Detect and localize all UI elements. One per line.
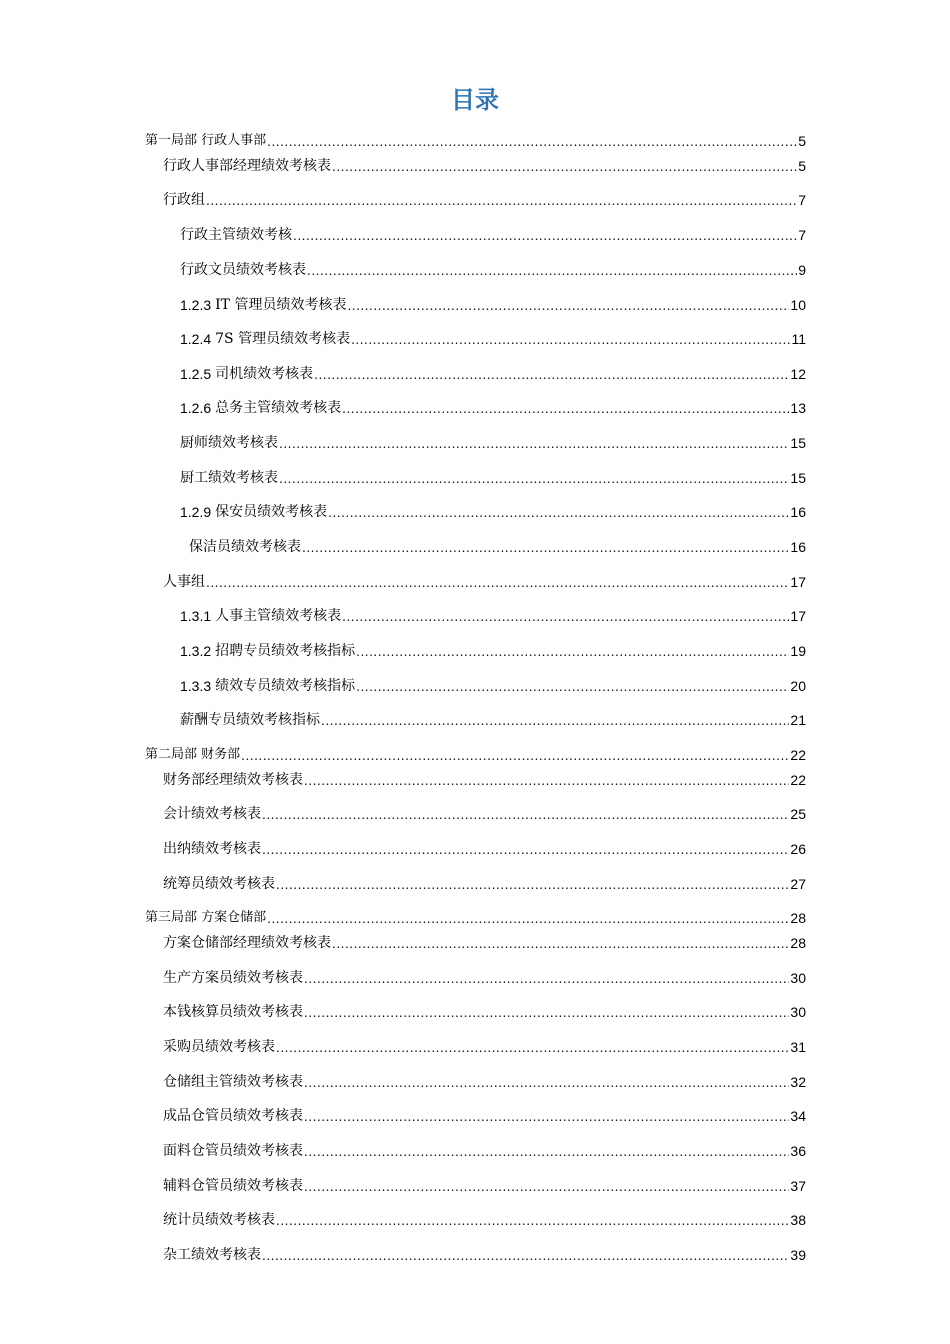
toc-entry[interactable] xyxy=(163,804,806,824)
toc-page-number: 20 xyxy=(790,678,806,694)
toc-entry-text: 厨师绩效考核表 xyxy=(180,435,278,451)
toc-entry-number: 1.3.1 xyxy=(180,608,212,624)
toc-entry[interactable] xyxy=(180,641,806,661)
toc-page-number: 22 xyxy=(790,772,806,788)
toc-entry[interactable] xyxy=(163,190,806,210)
toc-page-number: 39 xyxy=(790,1247,806,1263)
toc-entry[interactable] xyxy=(163,572,806,592)
toc-entry[interactable] xyxy=(163,1245,806,1265)
toc-dot-leader xyxy=(206,574,789,592)
toc-page-number: 5 xyxy=(798,158,806,174)
toc-entry[interactable] xyxy=(180,329,806,349)
toc-entry-text: 行政文员绩效考核表 xyxy=(180,262,306,278)
toc-dot-leader xyxy=(206,192,797,210)
toc-dot-leader xyxy=(314,366,789,384)
toc-entry[interactable] xyxy=(180,364,806,384)
toc-page-number: 28 xyxy=(790,910,806,926)
toc-entry[interactable] xyxy=(163,1141,806,1161)
toc-entry-text: 总务主管绩效考核表 xyxy=(215,400,342,416)
toc-entry-number: 1.2.5 xyxy=(180,366,212,382)
toc-entry[interactable] xyxy=(145,908,806,928)
toc-entry-text: 成品仓管员绩效考核表 xyxy=(163,1108,303,1124)
toc-dot-leader xyxy=(276,1039,789,1057)
toc-dot-leader xyxy=(332,935,789,953)
toc-page-number: 10 xyxy=(790,297,806,313)
toc-page-number: 21 xyxy=(790,712,806,728)
toc-dot-leader xyxy=(328,504,789,522)
toc-dot-leader xyxy=(332,158,797,176)
toc-entry-text: 保洁员绩效考核表 xyxy=(189,539,301,555)
toc-page-number: 17 xyxy=(790,574,806,590)
toc-page-number: 16 xyxy=(790,504,806,520)
toc-entry[interactable] xyxy=(145,131,806,151)
toc-entry[interactable] xyxy=(163,770,806,790)
toc-entry[interactable] xyxy=(180,468,806,488)
toc-page-number: 9 xyxy=(798,262,806,278)
toc-entry-text: 司机绩效考核表 xyxy=(215,366,314,382)
toc-entry[interactable] xyxy=(163,839,806,859)
toc-page-number: 11 xyxy=(791,331,806,347)
toc-entry[interactable] xyxy=(180,502,806,522)
toc-entry[interactable] xyxy=(163,1037,806,1057)
toc-dot-leader xyxy=(351,331,790,349)
toc-entry-text: 仓储组主管绩效考核表 xyxy=(163,1074,303,1090)
toc-page-number: 28 xyxy=(790,935,806,951)
toc-dot-leader xyxy=(356,678,789,696)
toc-page-number: 25 xyxy=(790,806,806,822)
toc-page-number: 13 xyxy=(790,400,806,416)
toc-page-number: 32 xyxy=(790,1074,806,1090)
toc-page-number: 27 xyxy=(790,876,806,892)
toc-title: 目录 xyxy=(451,86,499,114)
toc-dot-leader xyxy=(262,1247,789,1265)
toc-dot-leader xyxy=(304,1178,789,1196)
toc-page-number: 15 xyxy=(790,435,806,451)
toc-page-number: 37 xyxy=(790,1178,806,1194)
toc-dot-leader xyxy=(302,539,789,557)
toc-entry[interactable] xyxy=(163,1072,806,1092)
toc-page-number: 38 xyxy=(790,1212,806,1228)
toc-entry[interactable] xyxy=(180,225,806,245)
toc-entry[interactable] xyxy=(180,676,806,696)
toc-page-number: 36 xyxy=(790,1143,806,1159)
toc-page-number: 34 xyxy=(790,1108,806,1124)
toc-entry-text: 行政主管绩效考核 xyxy=(180,227,292,243)
toc-page-number: 15 xyxy=(790,470,806,486)
toc-dot-leader xyxy=(304,1108,789,1126)
toc-entry[interactable] xyxy=(145,745,806,765)
toc-dot-leader xyxy=(304,772,789,790)
toc-entry-text: IT 管理员绩效考核表 xyxy=(215,297,347,313)
toc-entry-text: 统计员绩效考核表 xyxy=(163,1212,275,1228)
toc-dot-leader xyxy=(304,1004,789,1022)
toc-dot-leader xyxy=(304,1143,789,1161)
toc-entry[interactable] xyxy=(189,537,806,557)
toc-dot-leader xyxy=(279,470,789,488)
toc-entry[interactable] xyxy=(163,1002,806,1022)
toc-page-number: 7 xyxy=(798,192,806,208)
toc-entry-number: 1.2.9 xyxy=(180,504,212,520)
toc-entry[interactable] xyxy=(163,968,806,988)
toc-entry-number: 1.2.3 xyxy=(180,297,212,313)
toc-dot-leader xyxy=(276,876,789,894)
toc-dot-leader xyxy=(267,133,797,151)
toc-entry-number: 1.2.6 xyxy=(180,400,212,416)
toc-dot-leader xyxy=(304,1074,789,1092)
toc-entry[interactable] xyxy=(163,933,806,953)
toc-dot-leader xyxy=(262,806,789,824)
toc-entry-text: 采购员绩效考核表 xyxy=(163,1039,275,1055)
toc-entry[interactable] xyxy=(180,260,806,280)
toc-dot-leader xyxy=(304,970,789,988)
toc-entry-number: 1.3.2 xyxy=(180,643,212,659)
toc-entry-text: 杂工绩效考核表 xyxy=(163,1247,261,1263)
toc-page-number: 22 xyxy=(790,747,806,763)
toc-entry-text: 方案仓储部经理绩效考核表 xyxy=(163,935,331,951)
toc-dot-leader xyxy=(347,297,789,315)
toc-page-number: 30 xyxy=(790,970,806,986)
toc-entry-text: 绩效专员绩效考核指标 xyxy=(215,678,356,694)
toc-entry-text: 本钱核算员绩效考核表 xyxy=(163,1004,303,1020)
toc-entry-number: 1.3.3 xyxy=(180,678,212,694)
toc-dot-leader xyxy=(321,712,789,730)
toc-entry-text: 第三局部 方案仓储部 xyxy=(145,910,267,925)
toc-page-number: 17 xyxy=(790,608,806,624)
toc-dot-leader xyxy=(267,910,789,928)
toc-dot-leader xyxy=(279,435,789,453)
toc-entry-text: 出纳绩效考核表 xyxy=(163,841,261,857)
toc-entry-text: 厨工绩效考核表 xyxy=(180,470,278,486)
toc-dot-leader xyxy=(276,1212,789,1230)
toc-entry-number: 1.2.4 xyxy=(180,331,212,347)
toc-entry[interactable] xyxy=(163,874,806,894)
toc-page-number: 12 xyxy=(790,366,806,382)
toc-dot-leader xyxy=(356,643,789,661)
toc-entry-text: 统筹员绩效考核表 xyxy=(163,876,275,892)
toc-entry-text: 第一局部 行政人事部 xyxy=(145,133,267,148)
toc-dot-leader xyxy=(307,262,797,280)
toc-entry-text: 行政组 xyxy=(163,192,205,208)
toc-page-number: 5 xyxy=(798,133,806,149)
toc-page-number: 7 xyxy=(798,227,806,243)
toc-dot-leader xyxy=(262,841,789,859)
toc-page-number: 31 xyxy=(790,1039,806,1055)
toc-dot-leader xyxy=(342,608,789,626)
toc-entry-text: 第二局部 财务部 xyxy=(145,747,241,762)
toc-entry-text: 薪酬专员绩效考核指标 xyxy=(180,712,320,728)
toc-entry-text: 财务部经理绩效考核表 xyxy=(163,772,303,788)
toc-entry-text: 会计绩效考核表 xyxy=(163,806,261,822)
toc-entry[interactable] xyxy=(163,1176,806,1196)
toc-entry[interactable] xyxy=(180,710,806,730)
toc-entry[interactable] xyxy=(163,156,806,176)
toc-entry-text: 面料仓管员绩效考核表 xyxy=(163,1143,303,1159)
toc-entry-text: 人事组 xyxy=(163,574,205,590)
toc-page-number: 16 xyxy=(790,539,806,555)
toc-entry-text: 7S 管理员绩效考核表 xyxy=(215,331,351,347)
toc-dot-leader xyxy=(342,400,789,418)
toc-entry[interactable] xyxy=(163,1106,806,1126)
toc-entry-text: 人事主管绩效考核表 xyxy=(215,608,342,624)
toc-page-number: 19 xyxy=(790,643,806,659)
toc-entry-text: 保安员绩效考核表 xyxy=(215,504,328,520)
toc-entry-text: 招聘专员绩效考核指标 xyxy=(215,643,356,659)
toc-entry[interactable] xyxy=(180,433,806,453)
toc-entry-text: 行政人事部经理绩效考核表 xyxy=(163,158,331,174)
toc-entry-text: 生产方案员绩效考核表 xyxy=(163,970,303,986)
toc-dot-leader xyxy=(293,227,797,245)
toc-entry[interactable] xyxy=(163,1210,806,1230)
toc-entry[interactable] xyxy=(180,398,806,418)
toc-entry[interactable] xyxy=(180,606,806,626)
toc-entry[interactable] xyxy=(180,295,806,315)
toc-entry-text: 辅料仓管员绩效考核表 xyxy=(163,1178,303,1194)
toc-page-number: 26 xyxy=(790,841,806,857)
toc-dot-leader xyxy=(241,747,789,765)
toc-page-number: 30 xyxy=(790,1004,806,1020)
